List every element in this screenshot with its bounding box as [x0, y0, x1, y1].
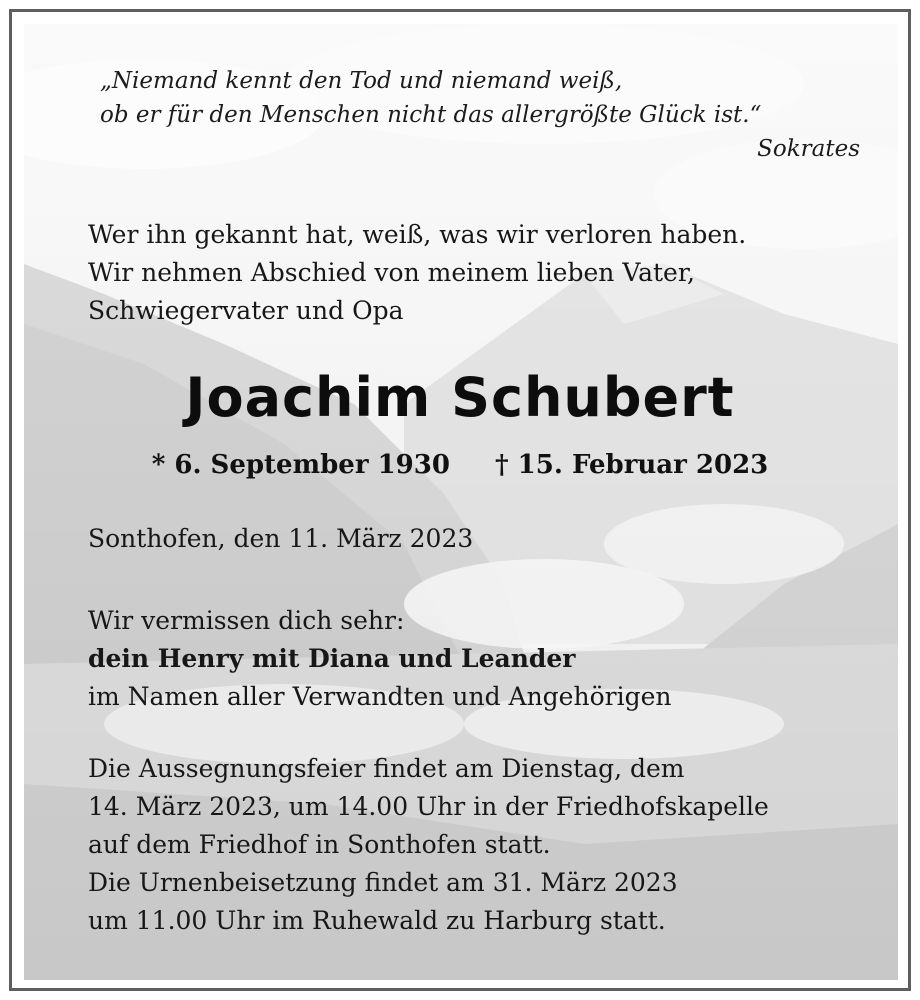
birth-date: * 6. September 1930 — [151, 450, 450, 480]
intro-line-3: Schwiegervater und Opa — [88, 296, 404, 325]
service-line-1: Die Aussegnungsfeier findet am Dienstag, dem — [88, 754, 685, 783]
quote-line-2: ob er für den Menschen nicht das allergrößte Glück ist.“ — [100, 102, 762, 128]
family-names: dein Henry mit Diana und Leander — [88, 644, 576, 673]
obituary-frame — [9, 9, 911, 991]
service-line-3: auf dem Friedhof in Sonthofen statt. — [88, 830, 551, 859]
family-line-3: im Namen aller Verwandten und Angehörigen — [88, 682, 672, 711]
life-dates — [12, 450, 908, 480]
quote-author: Sokrates — [757, 136, 860, 162]
sokrates-quote — [100, 64, 860, 166]
deceased-name: Joachim Schubert — [185, 366, 735, 429]
service-line-2: 14. März 2023, um 14.00 Uhr in der Friedhofskapelle — [88, 792, 769, 821]
place-date: Sonthofen, den 11. März 2023 — [88, 524, 474, 553]
intro-text — [88, 216, 888, 330]
family-line-1: Wir vermissen dich sehr: — [88, 606, 405, 635]
death-date: † 15. Februar 2023 — [495, 450, 769, 480]
service-line-4: Die Urnenbeisetzung findet am 31. März 2023 — [88, 868, 678, 897]
intro-line-2: Wir nehmen Abschied von meinem lieben Vater, — [88, 258, 695, 287]
quote-line-1: „Niemand kennt den Tod und niemand weiß, — [100, 68, 623, 94]
service-line-5: um 11.00 Uhr im Ruhewald zu Harburg statt. — [88, 906, 666, 935]
intro-line-1: Wer ihn gekannt hat, weiß, was wir verloren haben. — [88, 220, 747, 249]
family-section — [88, 602, 888, 716]
service-info — [88, 750, 888, 940]
